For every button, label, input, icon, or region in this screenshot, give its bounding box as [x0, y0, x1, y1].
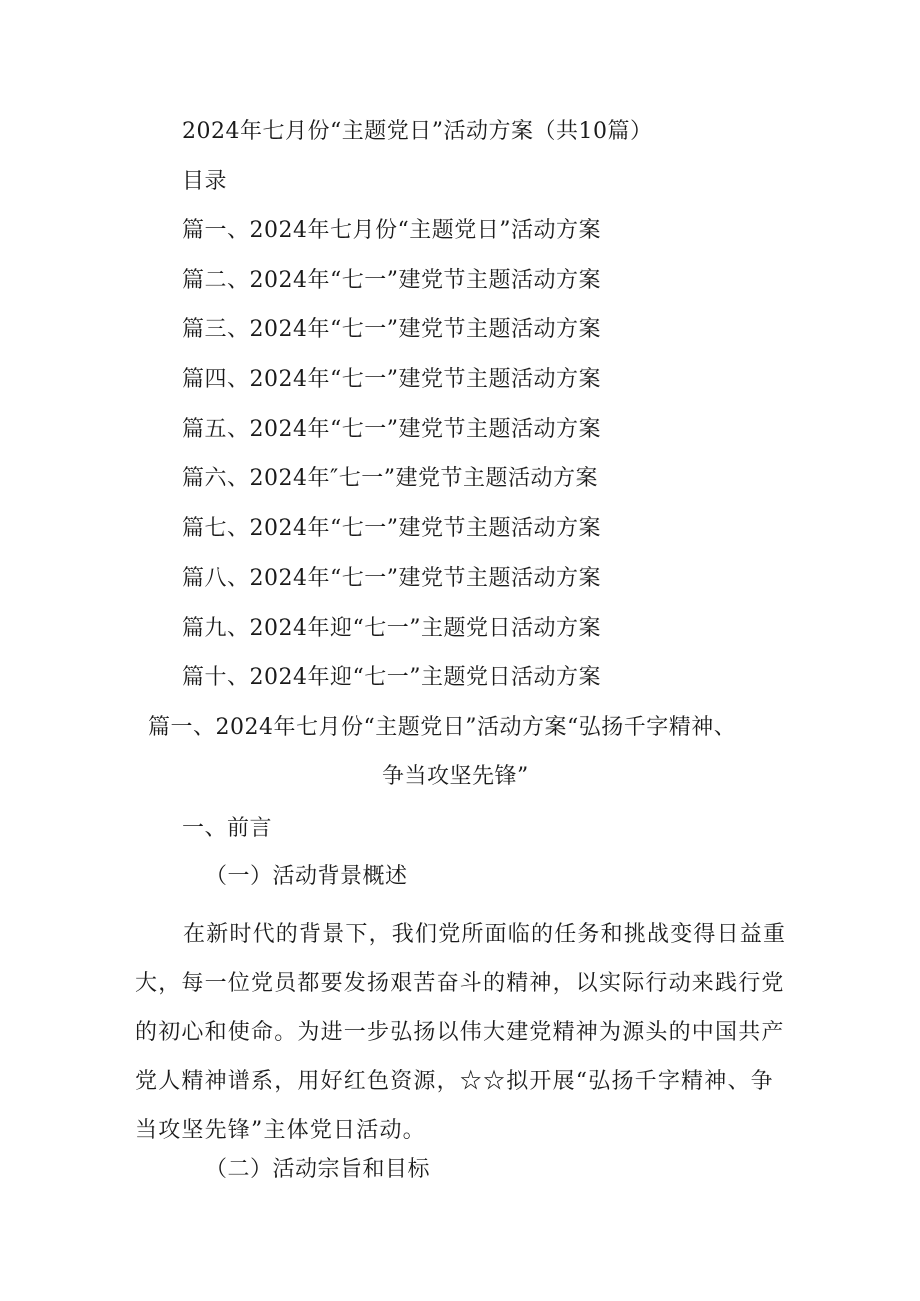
paragraph-line: 大，每一位党员都要发扬艰苦奋斗的精神，以实际行动来践行党: [135, 971, 785, 996]
paragraph-line: 在新时代的背景下，我们党所面临的任务和挑战变得日益重: [183, 922, 787, 947]
toc-item: 篇六、2024年″七一”建党节主题活动方案: [182, 466, 598, 491]
toc-item: 篇五、2024年“七一”建党节主题活动方案: [182, 417, 601, 442]
heading-preface: 一、前言: [182, 816, 273, 841]
toc-heading: 目录: [182, 169, 228, 194]
subheading-background: （一）活动背景概述: [205, 864, 408, 889]
toc-item: 篇九、2024年迎“七一”主题党日活动方案: [182, 616, 601, 641]
section-title-line-1: 篇一、2024年七月份“主题党日”活动方案“弘扬千字精神、: [148, 715, 737, 740]
toc-item: 篇十、2024年迎“七一”主题党日活动方案: [182, 665, 601, 690]
paragraph-line: 当攻坚先锋”主体党日活动。: [135, 1118, 426, 1143]
toc-item: 篇二、2024年“七一”建党节主题活动方案: [182, 268, 601, 293]
toc-item: 篇一、2024年七月份“主题党日”活动方案: [182, 218, 601, 243]
body-paragraph: [135, 910, 785, 1155]
section-title-line-2: 争当攻坚先锋”: [382, 764, 529, 789]
toc-item: 篇七、2024年“七一”建党节主题活动方案: [182, 516, 601, 541]
document-title: 2024年七月份“主题党日”活动方案（共10篇）: [182, 119, 653, 144]
subheading-purpose: （二）活动宗旨和目标: [205, 1157, 431, 1182]
toc-item: 篇三、2024年“七一”建党节主题活动方案: [182, 317, 601, 342]
toc-item: 篇八、2024年“七一”建党节主题活动方案: [182, 566, 601, 591]
paragraph-line: 党人精神谱系，用好红色资源，☆☆拟开展“弘扬千字精神、争: [135, 1069, 774, 1094]
paragraph-line: 的初心和使命。为进一步弘扬以伟大建党精神为源头的中国共产: [135, 1020, 785, 1045]
toc-item: 篇四、2024年“七一”建党节主题活动方案: [182, 367, 601, 392]
